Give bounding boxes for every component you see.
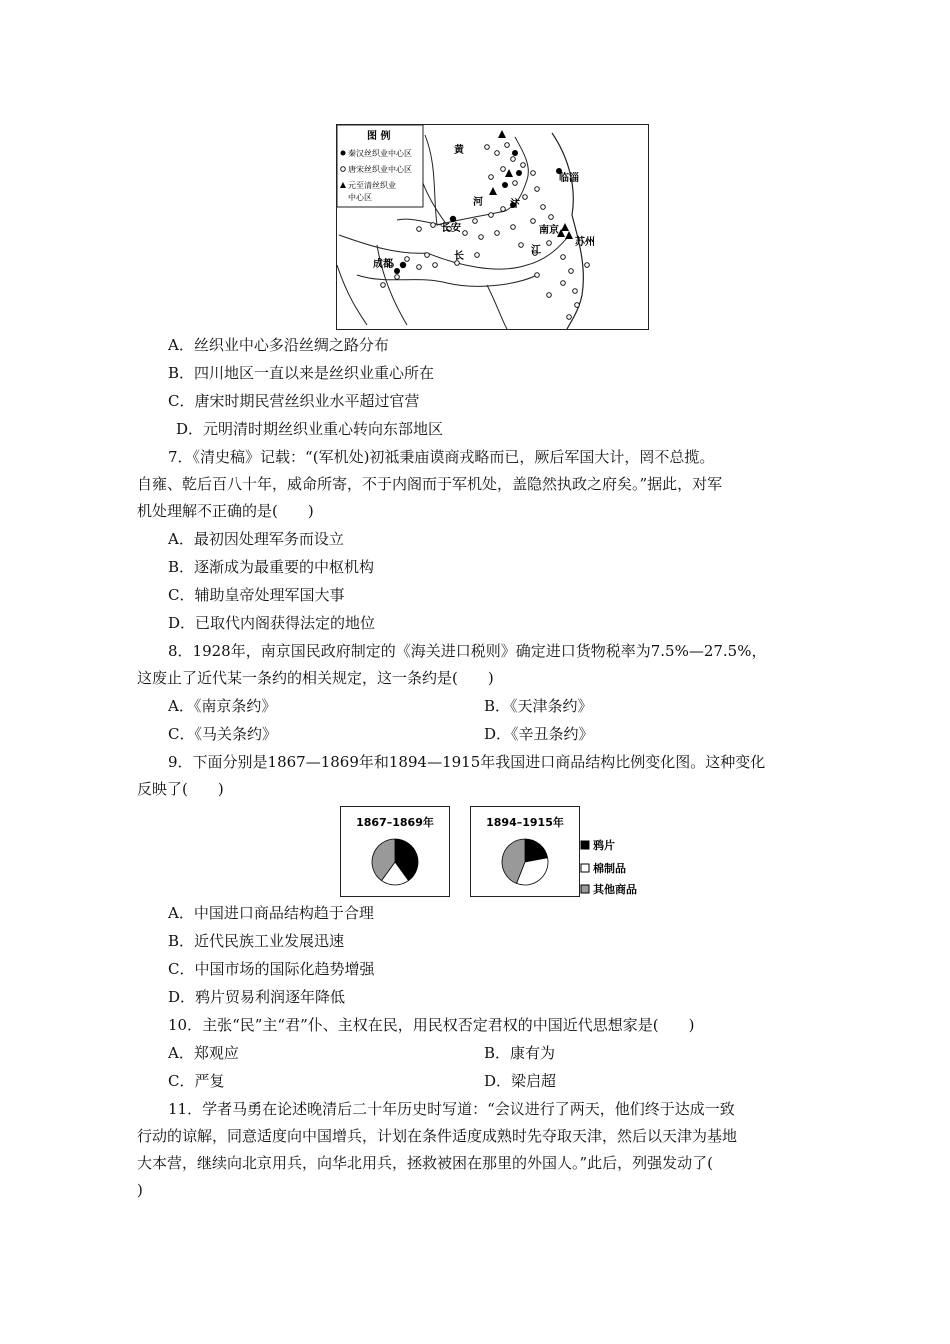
- q10-option-a: A．郑观应: [168, 1044, 239, 1062]
- legend-opium: 鸦片: [593, 839, 615, 852]
- q11-stem-line-1: 11．学者马勇在论述晚清后二十年历史时写道：“会议进行了两天，他们终于达成一致: [168, 1100, 735, 1118]
- q11-stem-line-4: ): [137, 1181, 143, 1199]
- legend-tangsong: 唐宋丝织业中心区: [348, 165, 412, 174]
- import-structure-charts: [340, 806, 660, 898]
- q7-option-d: D．已取代内阁获得法定的地位: [168, 614, 376, 632]
- q6-option-d: D．元明清时期丝织业重心转向东部地区: [176, 420, 444, 438]
- pie-1-title: 1867–1869年: [356, 816, 434, 829]
- map-label-suzhou: 苏州: [575, 237, 595, 248]
- map-label-huang: 黄: [454, 145, 464, 156]
- map-label-chang: 长: [454, 251, 464, 262]
- legend-other: 其他商品: [593, 883, 637, 896]
- legend-qinhan: 秦汉丝织业中心区: [348, 149, 412, 158]
- map-label-chengdu: 成都: [373, 259, 393, 270]
- silk-industry-map: [336, 124, 649, 330]
- map-label-bian: 汴: [510, 199, 520, 210]
- legend-swatch-other: [581, 885, 589, 893]
- q9-option-c: C．中国市场的国际化趋势增强: [168, 960, 375, 978]
- q9-option-b: B．近代民族工业发展迅速: [168, 932, 345, 950]
- pie-2-title: 1894–1915年: [486, 816, 564, 829]
- q9-option-a: A．中国进口商品结构趋于合理: [168, 904, 374, 922]
- q6-option-a: A．丝织业中心多沿丝绸之路分布: [168, 336, 389, 354]
- q10-option-d: D．梁启超: [484, 1072, 557, 1090]
- q8-option-b: B．《天津条约》: [484, 697, 593, 715]
- q7-option-b: B．逐渐成为最重要的中枢机构: [168, 558, 375, 576]
- q9-stem-line-2: 反映了( ): [137, 780, 224, 798]
- map-label-linzi: 临淄: [559, 173, 579, 184]
- q10-stem: 10．主张“民”主“君”仆、主权在民，用民权否定君权的中国近代思想家是( ): [168, 1016, 695, 1034]
- q8-stem-line-1: 8．1928年，南京国民政府制定的《海关进口税则》确定进口货物税率为7.5%—27.5%，: [168, 642, 767, 660]
- q6-option-c: C．唐宋时期民营丝织业水平超过官营: [168, 392, 420, 410]
- legend-cotton: 棉制品: [593, 862, 626, 875]
- q11-stem-line-3: 大本营，继续向北京用兵，向华北用兵，拯救被困在那里的外国人。”此后，列强发动了(: [137, 1154, 714, 1172]
- q7-stem-line-2: 自雍、乾后百八十年，威命所寄，不于内阁而于军机处，盖隐然执政之府矣。”据此，对军: [137, 475, 723, 493]
- q7-option-a: A．最初因处理军务而设立: [168, 530, 344, 548]
- legend-yuanqing-2: 中心区: [348, 193, 372, 202]
- map-label-changan: 长安: [441, 223, 461, 234]
- q9-stem-line-1: 9．下面分别是1867—1869年和1894—1915年我国进口商品结构比例变化图。这种变化: [168, 753, 766, 771]
- q8-option-d: D．《辛丑条约》: [484, 725, 594, 743]
- q11-stem-line-2: 行动的谅解，同意适度向中国增兵，计划在条件适度成熟时先夺取天津，然后以天津为基地: [137, 1127, 738, 1145]
- q10-option-c: C．严复: [168, 1072, 225, 1090]
- legend-title: 图 例: [367, 131, 391, 142]
- legend-swatch-opium: [581, 841, 589, 849]
- map-label-jiang: 江: [531, 245, 541, 256]
- map-label-he: 河: [473, 197, 483, 208]
- legend-swatch-cotton: [581, 864, 589, 872]
- q6-option-b: B．四川地区一直以来是丝织业重心所在: [168, 364, 435, 382]
- q8-stem-line-2: 这废止了近代某一条约的相关规定，这一条约是( ): [137, 669, 494, 687]
- q7-option-c: C．辅助皇帝处理军国大事: [168, 586, 345, 604]
- q7-stem-line-3: 机处理解不正确的是( ): [137, 502, 314, 520]
- q10-option-b: B．康有为: [484, 1044, 556, 1062]
- q9-option-d: D．鸦片贸易利润逐年降低: [168, 988, 346, 1006]
- q7-stem-line-1: 7．《清史稿》记载：“(军机处)初祗秉庙谟商戎略而已，厥后军国大计，罔不总揽。: [168, 448, 715, 466]
- map-label-nanjing: 南京: [539, 225, 559, 236]
- q8-option-a: A．《南京条约》: [168, 697, 277, 715]
- q8-option-c: C．《马关条约》: [168, 725, 277, 743]
- legend-yuanqing: 元至清丝织业: [348, 181, 396, 190]
